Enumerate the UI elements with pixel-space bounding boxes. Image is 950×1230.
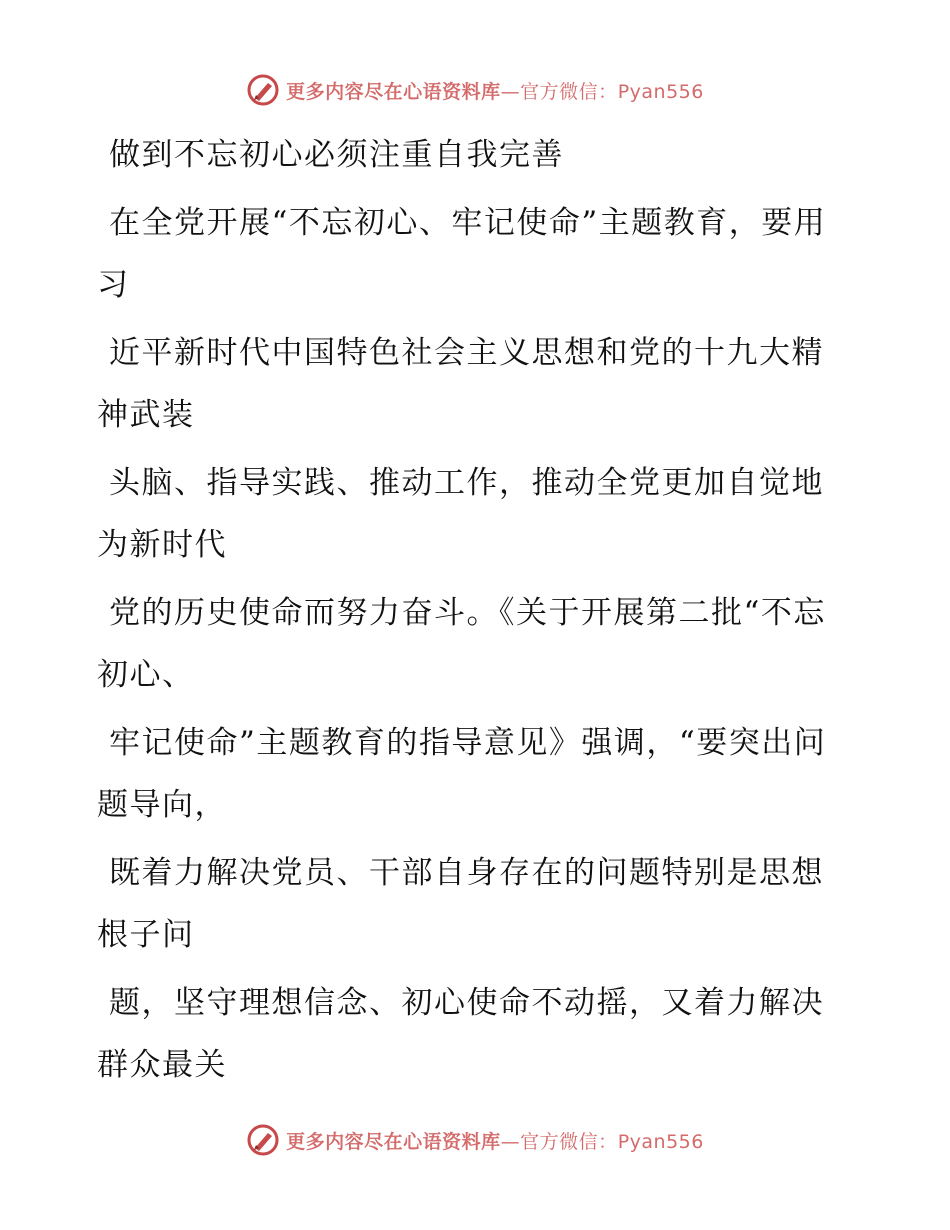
paragraph-1: 在全党开展“不忘初心、牢记使命”主题教育，要用习 [97,205,827,303]
header-watermark [0,70,950,110]
watermark-main: 更多内容尽在心语资料库 [286,1130,501,1153]
watermark-text [286,1127,704,1154]
watermark-wechat-id: Pyan556 [617,80,704,103]
watermark-wechat-label: 官方微信： [520,1130,618,1153]
watermark-main: 更多内容尽在心语资料库 [286,80,501,103]
pen-circle-logo-icon [246,73,280,107]
footer-watermark [0,1120,950,1160]
paragraph-4: 党的历史使命而努力奋斗。《关于开展第二批“不忘初心、 [97,595,826,693]
pen-circle-logo-icon [246,1123,280,1157]
paragraph-6: 既着力解决党员、干部自身存在的问题特别是思想根子问 [97,855,824,953]
watermark-separator: — [500,1130,521,1153]
document-body [97,124,832,1096]
paragraph-5: 牢记使命”主题教育的指导意见》强调，“要突出问题导向， [97,725,827,823]
watermark-wechat-id: Pyan556 [617,1130,704,1153]
watermark-wechat-label: 官方微信： [520,80,618,103]
paragraph-7: 题，坚守理想信念、初心使命不动摇，又着力解决群众最关 [97,985,824,1083]
watermark-text [286,77,704,104]
paragraph-2: 近平新时代中国特色社会主义思想和党的十九大精神武装 [97,335,824,433]
document-title: 做到不忘初心必须注重自我完善 [109,137,564,173]
watermark-separator: — [500,80,521,103]
paragraph-3: 头脑、指导实践、推动工作，推动全党更加自觉地为新时代 [97,465,824,563]
